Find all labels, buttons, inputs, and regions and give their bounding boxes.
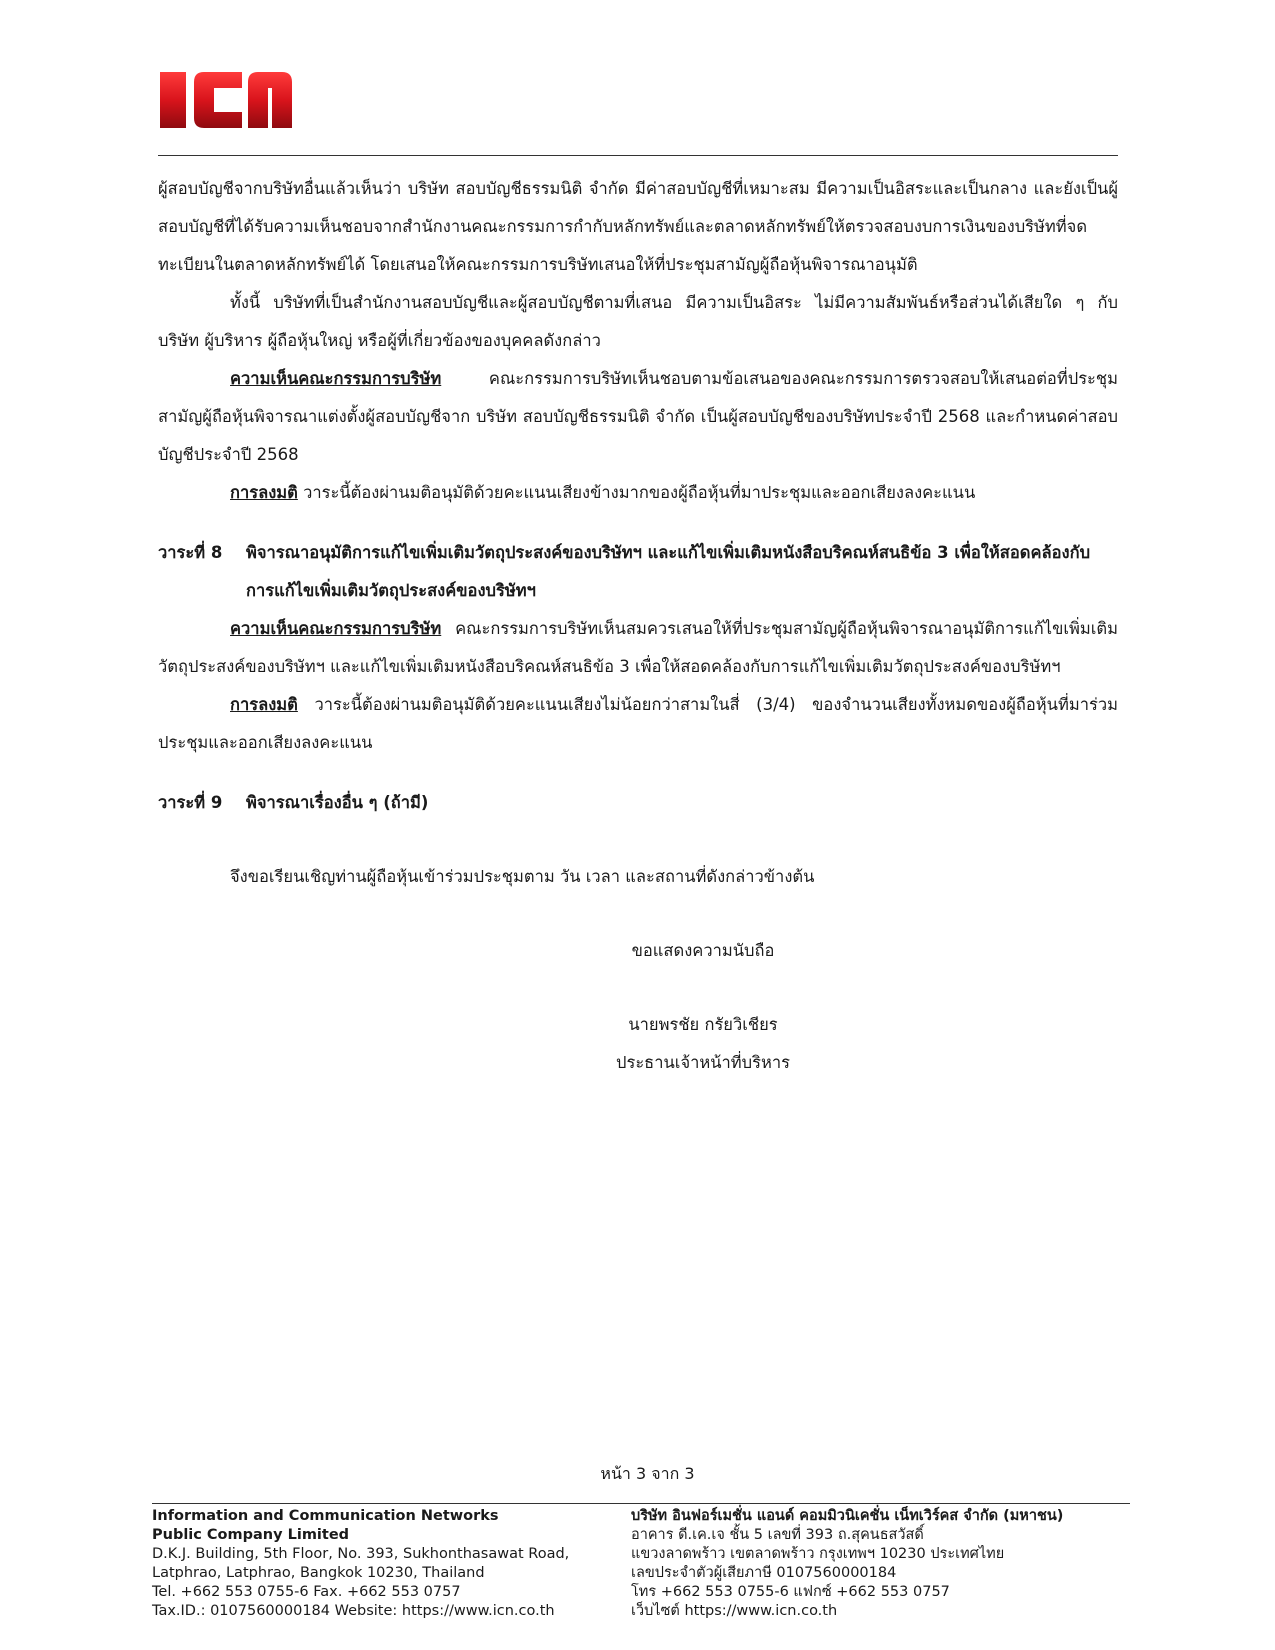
board-opinion-label: ความเห็นคณะกรรมการบริษัท [230,369,442,388]
footer-divider [152,1503,1130,1504]
letter-body [158,170,1118,1082]
paragraph-auditor-reason: ผู้สอบบัญชีจากบริษัทอื่นแล้วเห็นว่า บริษัท สอบบัญชีธรรมนิติ จำกัด มีค่าสอบบัญชีที่เหมาะสม มีความเป็นอิสระและเป็นกลาง และยังเป็นผู้สอบบัญชีที่ได้รับความเห็นชอบจากสำนักงานคณะกรรมการกำกับหลักทรัพย์และตลาดหลักทรัพย์ให้ตรวจสอบงบการเงินของบริษัทที่จดทะเบียนในตลาดหลักทรัพย์ได้ โดยเสนอให้คณะกรรมการบริษัทเสนอให้ที่ประชุมสามัญผู้ถือหุ้นพิจารณาอนุมัติ [158,179,1118,274]
board-opinion-text: คณะกรรมการบริษัทเห็นสมควรเสนอให้ที่ประชุมสามัญผู้ถือหุ้นพิจารณาอนุมัติการแก้ไขเพิ่มเติมวัตถุประสงค์ของบริษัทฯ และแก้ไขเพิ่มเติมหนังสือบริคณห์สนธิข้อ 3 เพื่อให้สอดคล้องกับการแก้ไขเพิ่มเติมวัตถุประสงค์ของบริษัทฯ [158,619,1118,676]
paragraph-board-opinion-agenda7 [158,360,1118,474]
footer-phone-th: โทร +662 553 0755-6 แฟกซ์ +662 553 0757 [631,1584,950,1600]
resolution-text: วาระนี้ต้องผ่านมติอนุมัติด้วยคะแนนเสียงไม่น้อยกว่าสามในสี่ (3/4) ของจำนวนเสียงทั้งหมดของผู้ถือหุ้นที่มาร่วมประชุมและออกเสียงลงคะแนน [158,695,1118,752]
footer-company-name-th: บริษัท อินฟอร์เมชั่น แอนด์ คอมมิวนิเคชั่น เน็ทเวิร์คส จำกัด (มหาชน) [631,1508,1064,1524]
agenda-title: พิจารณาอนุมัติการแก้ไขเพิ่มเติมวัตถุประสงค์ของบริษัทฯ และแก้ไขเพิ่มเติมหนังสือบริคณห์สนธิข้อ 3 เพื่อให้สอดคล้องกับการแก้ไขเพิ่มเติมวัตถุประสงค์ของบริษัทฯ [246,543,1091,600]
page-number: หน้า 3 จาก 3 [600,1464,695,1483]
paragraph-board-opinion-agenda8 [158,610,1118,686]
agenda-item-9-heading [158,784,1118,822]
footer-address-en-2: Latphrao, Latphrao, Bangkok 10230, Thailand [152,1565,485,1581]
footer-company-name-en-2: Public Company Limited [152,1527,350,1543]
footer-website-th: เว็บไซต์ https://www.icn.co.th [631,1603,838,1619]
icn-logo [158,68,294,132]
footer-english-address [152,1507,569,1621]
resolution-text: วาระนี้ต้องผ่านมติอนุมัติด้วยคะแนนเสียงข้างมากของผู้ถือหุ้นที่มาประชุมและออกเสียงลงคะแนน [297,483,976,502]
invitation-text: จึงขอเรียนเชิญท่านผู้ถือหุ้นเข้าร่วมประชุมตาม วัน เวลา และสถานที่ดังกล่าวข้างต้น [230,867,815,886]
closing-salutation: ขอแสดงความนับถือ [631,941,775,960]
signer-title: ประธานเจ้าหน้าที่บริหาร [615,1053,791,1072]
footer-thai-address [631,1507,1063,1621]
footer-address-th-2: แขวงลาดพร้าว เขตลาดพร้าว กรุงเทพฯ 10230 ประเทศไทย [631,1546,1005,1562]
footer-address-th-1: อาคาร ดี.เค.เจ ชั้น 5 เลขที่ 393 ถ.สุคนธสวัสดิ์ [631,1527,924,1543]
signer-name: นายพรชัย กรัยวิเชียร [628,1015,778,1034]
agenda-number: วาระที่ 9 [158,793,223,812]
footer-taxid-th: เลขประจำตัวผู้เสียภาษี 0107560000184 [631,1565,897,1581]
footer-address-en-1: D.K.J. Building, 5th Floor, No. 393, Sukhonthasawat Road, [152,1546,570,1562]
board-opinion-text: คณะกรรมการบริษัทเห็นชอบตามข้อเสนอของคณะกรรมการตรวจสอบให้เสนอต่อที่ประชุมสามัญผู้ถือหุ้นพิจารณาแต่งตั้งผู้สอบบัญชีจาก บริษัท สอบบัญชีธรรมนิติ จำกัด เป็นผู้สอบบัญชีของบริษัทประจำปี 2568 และกำหนดค่าสอบบัญชีประจำปี 2568 [158,369,1118,464]
paragraph-resolution-agenda7 [158,474,1118,512]
resolution-label: การลงมติ [230,483,298,502]
agenda-number: วาระที่ 8 [158,543,223,562]
agenda-item-8-heading [158,534,1118,610]
icn-logo-graphic [158,68,294,132]
footer-phone-en: Tel. +662 553 0755-6 Fax. +662 553 0757 [152,1584,461,1600]
footer-company-name-en-1: Information and Communication Networks [152,1508,499,1524]
paragraph-resolution-agenda8 [158,686,1118,762]
agenda-title: พิจารณาเรื่องอื่น ๆ (ถ้ามี) [246,793,429,812]
paragraph-auditor-independence: ทั้งนี้ บริษัทที่เป็นสำนักงานสอบบัญชีและผู้สอบบัญชีตามที่เสนอ มีความเป็นอิสระ ไม่มีความสัมพันธ์หรือส่วนได้เสียใด ๆ กับบริษัท ผู้บริหาร ผู้ถือหุ้นใหญ่ หรือผู้ที่เกี่ยวข้องของบุคคลดังกล่าว [158,293,1118,350]
board-opinion-label: ความเห็นคณะกรรมการบริษัท [230,619,442,638]
header-divider [158,155,1118,156]
resolution-label: การลงมติ [230,695,298,714]
footer-taxid-website-en: Tax.ID.: 0107560000184 Website: https://www.icn.co.th [152,1603,555,1619]
